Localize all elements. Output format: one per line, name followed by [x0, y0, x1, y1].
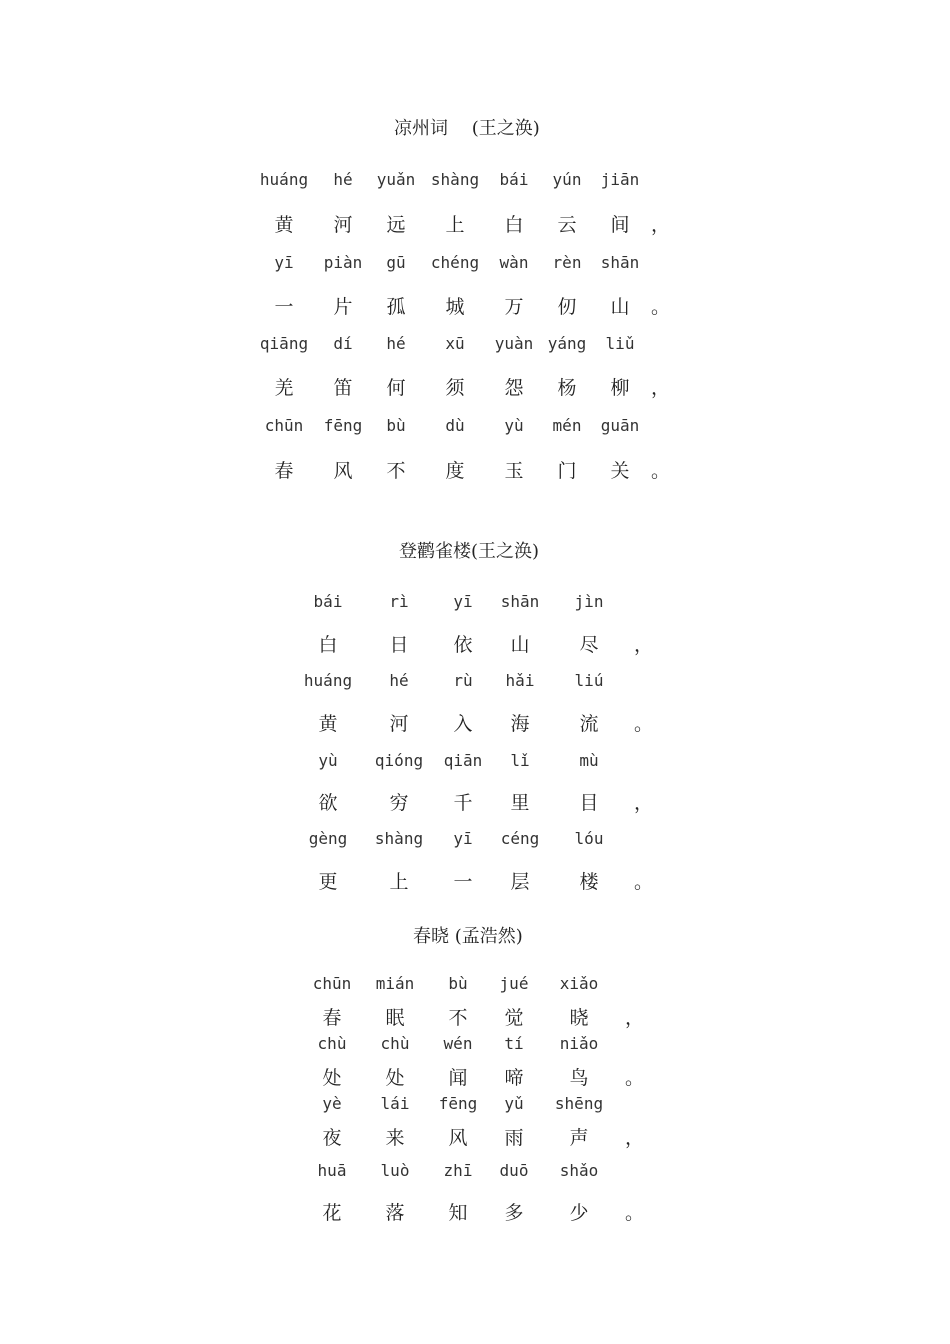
hanzi-character: 河	[333, 214, 353, 236]
hanzi-character: 海	[510, 713, 530, 735]
line-punctuation: 。	[651, 296, 671, 318]
poem-title: 凉州词 (王之涣)	[394, 118, 540, 139]
pinyin-syllable: lái	[380, 1094, 410, 1113]
pinyin-syllable: jiān	[600, 170, 640, 189]
line-punctuation: ，	[625, 1007, 645, 1029]
hanzi-character: 上	[389, 871, 409, 893]
pinyin-syllable: rì	[389, 592, 409, 611]
pinyin-syllable: shān	[600, 253, 640, 272]
pinyin-syllable: rù	[453, 671, 473, 690]
hanzi-character: 目	[579, 792, 599, 814]
pinyin-syllable: gèng	[308, 829, 348, 848]
hanzi-character: 黄	[318, 713, 338, 735]
line-punctuation: ，	[651, 214, 671, 236]
pinyin-syllable: yù	[504, 416, 524, 435]
pinyin-syllable: yǔ	[504, 1094, 524, 1113]
line-punctuation: 。	[651, 460, 671, 482]
line-punctuation: ，	[634, 792, 654, 814]
hanzi-character: 多	[504, 1202, 524, 1224]
hanzi-character: 上	[445, 214, 465, 236]
pinyin-syllable: jué	[499, 974, 529, 993]
pinyin-syllable: huáng	[303, 671, 353, 690]
hanzi-character: 间	[610, 214, 630, 236]
pinyin-syllable: liǔ	[605, 334, 635, 353]
hanzi-character: 关	[610, 460, 630, 482]
pinyin-syllable: qióng	[374, 751, 424, 770]
pinyin-syllable: piàn	[323, 253, 363, 272]
pinyin-syllable: shàng	[374, 829, 424, 848]
hanzi-character: 片	[333, 296, 353, 318]
hanzi-character: 一	[453, 871, 473, 893]
pinyin-syllable: niǎo	[559, 1034, 599, 1053]
hanzi-character: 不	[386, 460, 406, 482]
pinyin-syllable: xū	[445, 334, 465, 353]
hanzi-character: 一	[274, 296, 294, 318]
pinyin-syllable: yè	[322, 1094, 342, 1113]
hanzi-character: 层	[510, 871, 530, 893]
pinyin-syllable: shàng	[430, 170, 480, 189]
hanzi-character: 黄	[274, 214, 294, 236]
poem-title: 春晓 (孟浩然)	[413, 926, 523, 947]
pinyin-syllable: yī	[274, 253, 294, 272]
hanzi-character: 晓	[569, 1007, 589, 1029]
pinyin-syllable: yī	[453, 829, 473, 848]
pinyin-syllable: fēng	[438, 1094, 478, 1113]
hanzi-character: 入	[453, 713, 473, 735]
hanzi-character: 须	[445, 377, 465, 399]
pinyin-syllable: huáng	[259, 170, 309, 189]
poem-title: 登鹳雀楼(王之涣)	[399, 541, 540, 562]
line-punctuation: 。	[625, 1067, 645, 1089]
pinyin-syllable: zhī	[443, 1161, 473, 1180]
pinyin-syllable: yuǎn	[376, 170, 416, 189]
line-punctuation: ，	[634, 634, 654, 656]
hanzi-character: 眠	[385, 1007, 405, 1029]
pinyin-syllable: gū	[386, 253, 406, 272]
pinyin-syllable: jìn	[574, 592, 604, 611]
pinyin-syllable: shēng	[554, 1094, 604, 1113]
pinyin-syllable: mù	[579, 751, 599, 770]
pinyin-syllable: xiǎo	[559, 974, 599, 993]
pinyin-syllable: bù	[386, 416, 406, 435]
hanzi-character: 白	[318, 634, 338, 656]
hanzi-character: 何	[386, 377, 406, 399]
line-punctuation: 。	[634, 871, 654, 893]
hanzi-character: 风	[448, 1127, 468, 1149]
hanzi-character: 仞	[557, 296, 577, 318]
hanzi-character: 云	[557, 214, 577, 236]
hanzi-character: 声	[569, 1127, 589, 1149]
hanzi-character: 闻	[448, 1067, 468, 1089]
pinyin-syllable: qiān	[443, 751, 483, 770]
pinyin-syllable: bái	[499, 170, 529, 189]
line-punctuation: ，	[625, 1127, 645, 1149]
pinyin-syllable: wàn	[499, 253, 529, 272]
hanzi-character: 玉	[504, 460, 524, 482]
line-punctuation: ，	[651, 377, 671, 399]
pinyin-syllable: lóu	[574, 829, 604, 848]
hanzi-character: 城	[445, 296, 465, 318]
hanzi-character: 花	[322, 1202, 342, 1224]
pinyin-syllable: dù	[445, 416, 465, 435]
pinyin-syllable: duō	[499, 1161, 529, 1180]
hanzi-character: 流	[579, 713, 599, 735]
hanzi-character: 处	[322, 1067, 342, 1089]
hanzi-character: 孤	[386, 296, 406, 318]
hanzi-character: 山	[510, 634, 530, 656]
hanzi-character: 尽	[579, 634, 599, 656]
hanzi-character: 春	[322, 1007, 342, 1029]
pinyin-syllable: huā	[317, 1161, 347, 1180]
pinyin-syllable: guān	[600, 416, 640, 435]
hanzi-character: 穷	[389, 792, 409, 814]
pinyin-syllable: luò	[380, 1161, 410, 1180]
hanzi-character: 门	[557, 460, 577, 482]
hanzi-character: 怨	[504, 377, 524, 399]
pinyin-syllable: chù	[317, 1034, 347, 1053]
hanzi-character: 里	[510, 792, 530, 814]
hanzi-character: 白	[504, 214, 524, 236]
hanzi-character: 觉	[504, 1007, 524, 1029]
pinyin-syllable: qiāng	[259, 334, 309, 353]
hanzi-character: 雨	[504, 1127, 524, 1149]
hanzi-character: 不	[448, 1007, 468, 1029]
pinyin-syllable: hé	[333, 170, 353, 189]
hanzi-character: 楼	[579, 871, 599, 893]
hanzi-character: 啼	[504, 1067, 524, 1089]
hanzi-character: 风	[333, 460, 353, 482]
hanzi-character: 笛	[333, 377, 353, 399]
hanzi-character: 鸟	[569, 1067, 589, 1089]
pinyin-syllable: céng	[500, 829, 540, 848]
hanzi-character: 来	[385, 1127, 405, 1149]
pinyin-syllable: shān	[500, 592, 540, 611]
line-punctuation: 。	[634, 713, 654, 735]
pinyin-syllable: wén	[443, 1034, 473, 1053]
pinyin-syllable: tí	[504, 1034, 524, 1053]
pinyin-syllable: hǎi	[505, 671, 535, 690]
hanzi-character: 夜	[322, 1127, 342, 1149]
hanzi-character: 处	[385, 1067, 405, 1089]
hanzi-character: 落	[385, 1202, 405, 1224]
pinyin-syllable: hé	[389, 671, 409, 690]
hanzi-character: 万	[504, 296, 524, 318]
pinyin-syllable: shǎo	[559, 1161, 599, 1180]
hanzi-character: 山	[610, 296, 630, 318]
pinyin-syllable: chù	[380, 1034, 410, 1053]
pinyin-syllable: liú	[574, 671, 604, 690]
pinyin-syllable: rèn	[552, 253, 582, 272]
pinyin-syllable: yún	[552, 170, 582, 189]
hanzi-character: 远	[386, 214, 406, 236]
pinyin-syllable: bù	[448, 974, 468, 993]
pinyin-syllable: yáng	[547, 334, 587, 353]
line-punctuation: 。	[625, 1202, 645, 1224]
pinyin-syllable: dí	[333, 334, 353, 353]
pinyin-syllable: fēng	[323, 416, 363, 435]
pinyin-syllable: chūn	[264, 416, 304, 435]
pinyin-syllable: mián	[375, 974, 415, 993]
hanzi-character: 度	[445, 460, 465, 482]
hanzi-character: 河	[389, 713, 409, 735]
hanzi-character: 杨	[557, 377, 577, 399]
hanzi-character: 千	[453, 792, 473, 814]
hanzi-character: 欲	[318, 792, 338, 814]
pinyin-syllable: yuàn	[494, 334, 534, 353]
hanzi-character: 依	[453, 634, 473, 656]
hanzi-character: 羌	[274, 377, 294, 399]
hanzi-character: 少	[569, 1202, 589, 1224]
pinyin-syllable: chéng	[430, 253, 480, 272]
pinyin-syllable: yī	[453, 592, 473, 611]
pinyin-syllable: lǐ	[510, 751, 530, 770]
hanzi-character: 知	[448, 1202, 468, 1224]
hanzi-character: 日	[389, 634, 409, 656]
pinyin-syllable: mén	[552, 416, 582, 435]
hanzi-character: 柳	[610, 377, 630, 399]
pinyin-syllable: yù	[318, 751, 338, 770]
pinyin-syllable: bái	[313, 592, 343, 611]
hanzi-character: 春	[274, 460, 294, 482]
pinyin-syllable: hé	[386, 334, 406, 353]
pinyin-syllable: chūn	[312, 974, 352, 993]
hanzi-character: 更	[318, 871, 338, 893]
